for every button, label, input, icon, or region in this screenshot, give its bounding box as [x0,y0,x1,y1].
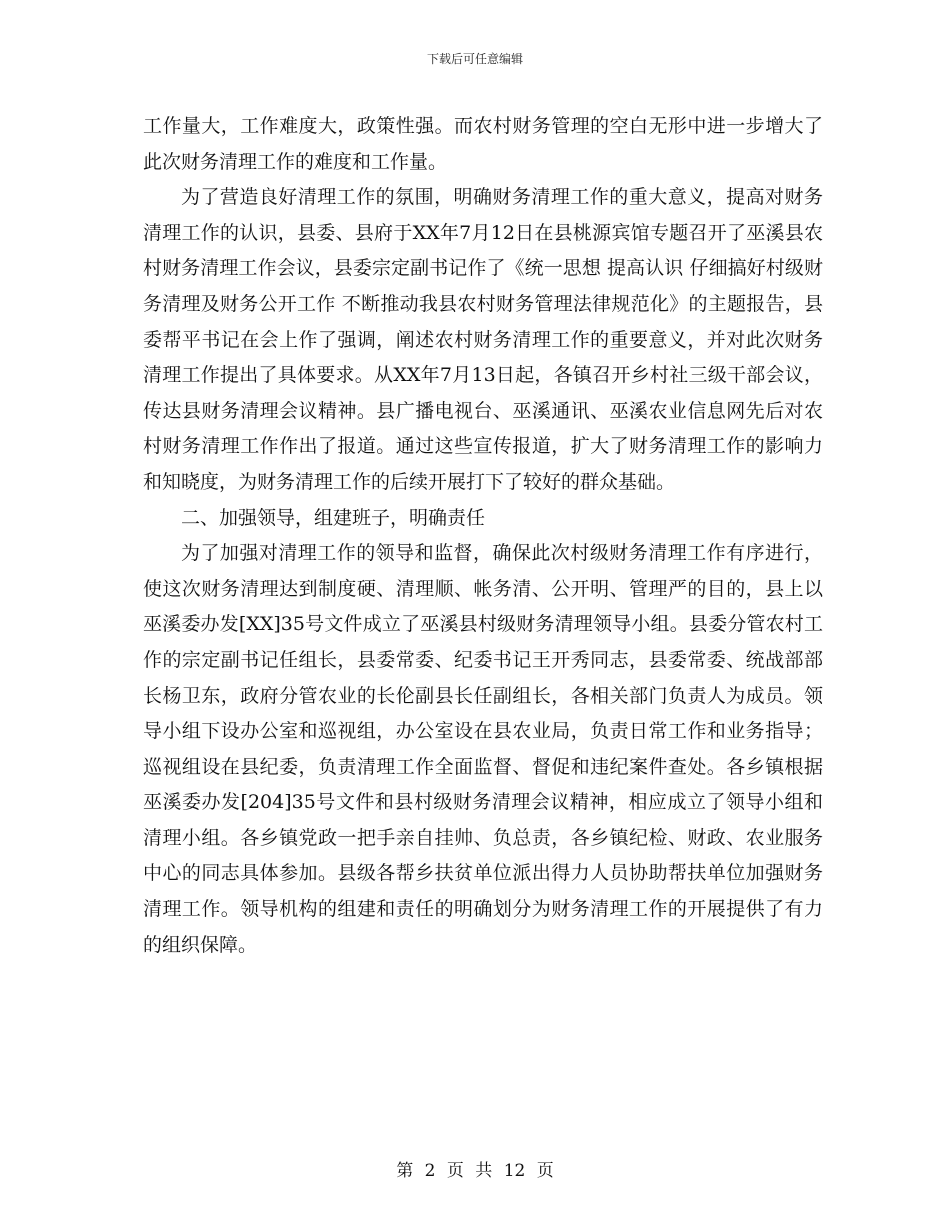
paragraph-leadership: 为了加强对清理工作的领导和监督，确保此次村级财务清理工作有序进行，使这次财务清理达到制度硬、清理顺、帐务清、公开明、管理严的目的，县上以巫溪委办发[XX]35号文件成立了巫溪县村级财务清理领导小组。县委分管农村工作的宗定副书记任组长，县委常委、纪委书记王开秀同志，县委常委、统战部部长杨卫东，政府分管农业的长伦副县长任副组长，各相关部门负责人为成员。领导小组下设办公室和巡视组，办公室设在县农业局，负责日常工作和业务指导；巡视组设在县纪委，负责清理工作全面监督、督促和违纪案件查处。各乡镇根据巫溪委办发[204]35号文件和县村级财务清理会议精神，相应成立了领导小组和清理小组。各乡镇党政一把手亲自挂帅、负总责，各乡镇纪检、财政、农业服务中心的同志具体参加。县级各帮乡扶贫单位派出得力人员协助帮扶单位加强财务清理工作。领导机构的组建和责任的明确划分为财务清理工作的开展提供了有力的组织保障。 [143,542,823,956]
paragraph-meeting: 为了营造良好清理工作的氛围，明确财务清理工作的重大意义，提高对财务清理工作的认识，县委、县府于XX年7月12日在县桃源宾馆专题召开了巫溪县农村财务清理工作会议，县委宗定副书记作了《统一思想 提高认识 仔细搞好村级财务清理及财务公开工作 不断推动我县农村财务管理法律规范化》的主题报告，县委帮平书记在会上作了强调，阐述农村财务清理工作的重要意义，并对此次财务清理工作提出了具体要求。从XX年7月13日起，各镇召开乡村社三级干部会议，传达县财务清理会议精神。县广播电视台、巫溪通讯、巫溪农业信息网先后对农村财务清理工作作出了报道。通过这些宣传报道，扩大了财务清理工作的影响力和知晓度，为财务清理工作的后续开展打下了较好的群众基础。 [143,186,823,493]
paragraph-continuation: 工作量大，工作难度大，政策性强。而农村财务管理的空白无形中进一步增大了此次财务清理工作的难度和工作量。 [143,115,823,173]
footer-current-page: 2 [424,1161,436,1181]
page-footer [0,1156,950,1181]
footer-total-pages: 12 [503,1161,526,1181]
footer-prefix: 第 [396,1161,414,1181]
section-heading-leadership: 二、加强领导，组建班子，明确责任 [181,506,486,529]
footer-suffix: 页 [536,1161,554,1181]
document-body [143,109,823,963]
footer-middle: 页 共 [446,1161,493,1181]
page-header-note: 下载后可任意编辑 [426,52,523,66]
